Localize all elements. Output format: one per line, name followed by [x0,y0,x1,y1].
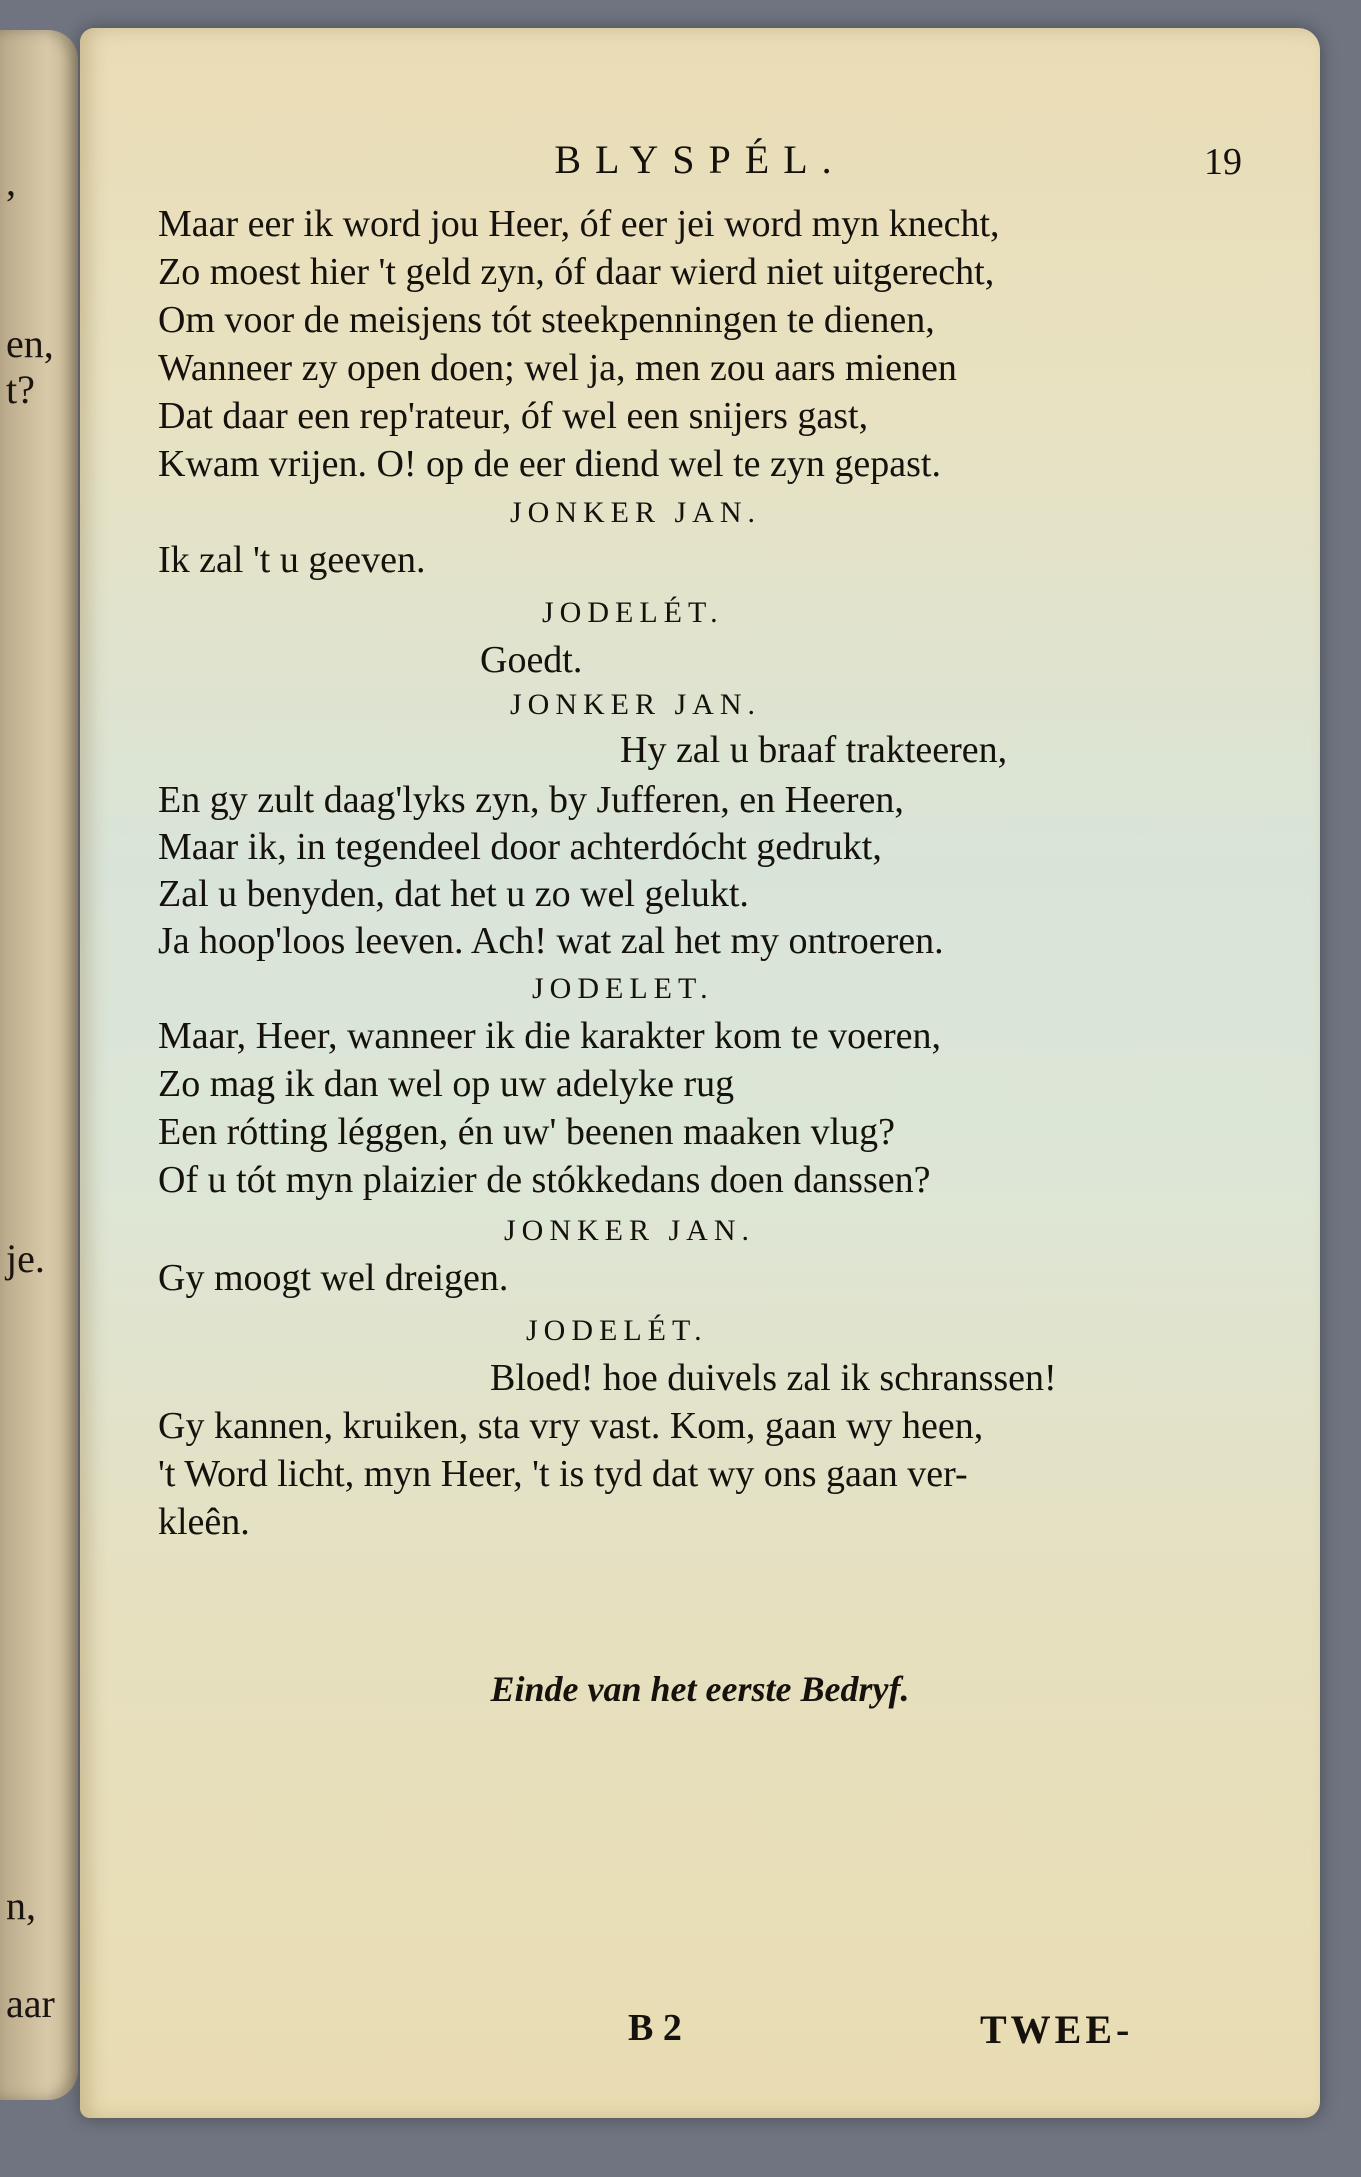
verse-line: Dat daar een rep'rateur, óf wel een snijers gast, [158,395,869,437]
page-text [80,28,1320,2118]
speaker-name: JONKER JAN. [510,688,762,721]
speaker-name: JONKER JAN. [510,496,762,529]
verse-line: Of u tót myn plaizier de stókkedans doen danssen? [158,1159,931,1201]
speaker-name: JODELÉT. [542,596,724,629]
left-page-fragment: t? [6,367,35,412]
running-head: BLYSPÉL. [554,137,846,182]
verse-line: Maar ik, in tegendeel door achterdócht gedrukt, [158,826,882,868]
speaker-name: JODELÉT. [526,1314,708,1347]
left-page-fragment: en, [6,321,54,366]
verse-line: Zo moest hier 't geld zyn, óf daar wierd niet uitgerecht, [158,251,995,293]
verse-line: Gy moogt wel dreigen. [158,1257,509,1299]
verse-line: Goedt. [480,639,583,681]
verse-line: kleên. [158,1501,250,1543]
end-of-act: Einde van het eerste Bedryf. [490,1669,910,1709]
verse-line: Wanneer zy open doen; wel ja, men zou aars mienen [158,347,957,389]
verse-line: Om voor de meisjens tót steekpenningen te dienen, [158,299,935,341]
speaker-name: JODELET. [532,972,714,1005]
book-page [80,28,1320,2118]
signature-mark: B 2 [628,2007,682,2049]
verse-line: Ja hoop'loos leeven. Ach! wat zal het my ontroeren. [158,920,944,962]
verse-line: Ik zal 't u geeven. [158,539,426,581]
verse-line: En gy zult daag'lyks zyn, by Jufferen, en Heeren, [158,779,904,821]
speaker-name: JONKER JAN. [504,1214,756,1247]
left-page-fragment: aar [6,1981,55,2026]
verse-line: Zal u benyden, dat het u zo wel gelukt. [158,873,749,915]
verse-line: Maar eer ik word jou Heer, óf eer jei word myn knecht, [158,203,1000,245]
catchword: TWEE- [980,2007,1134,2052]
left-page-edge [0,30,78,2100]
page-number: 19 [1204,141,1242,183]
verse-line: Een rótting léggen, én uw' beenen maaken vlug? [158,1111,896,1153]
verse-line: Zo mag ik dan wel op uw adelyke rug [158,1063,735,1105]
left-page-fragment: n, [6,1883,36,1928]
verse-line: Maar, Heer, wanneer ik die karakter kom te voeren, [158,1015,941,1057]
verse-line: Kwam vrijen. O! op de eer diend wel te zyn gepast. [158,443,941,485]
verse-line: Hy zal u braaf trakteeren, [620,729,1008,771]
left-page-fragment: je. [6,1236,45,1281]
verse-line: 't Word licht, myn Heer, 't is tyd dat wy ons gaan ver- [158,1453,968,1495]
verse-line: Gy kannen, kruiken, sta vry vast. Kom, gaan wy heen, [158,1405,984,1447]
verse-line: Bloed! hoe duivels zal ik schranssen! [490,1357,1057,1399]
left-page-fragment: , [6,159,16,204]
